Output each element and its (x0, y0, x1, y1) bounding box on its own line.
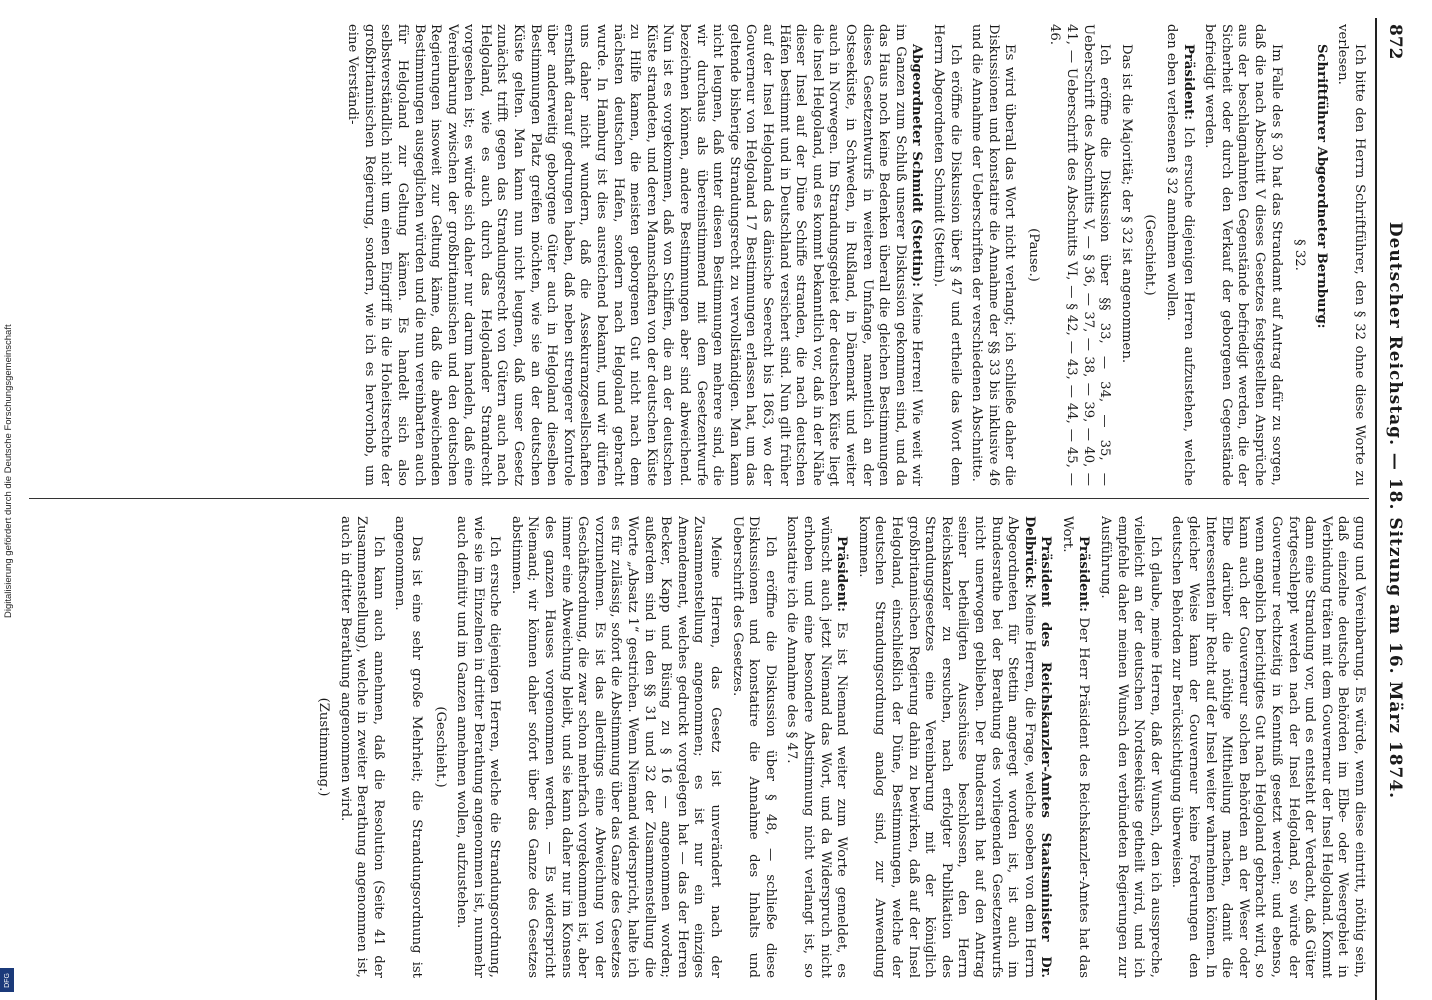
paragraph-text: Ich kann auch annehmen, daß die Resolution (Seite 41 der Zusammenstellung), welche in zweiter Berathung angenommen ist, auch in dritter Berathung angenommen wird. (337, 516, 386, 978)
page-number: 872 (1385, 24, 1405, 60)
speaker-name: Präsident des Reichskanzler-Amtes Staatsminister Dr. Delbrück: (1021, 516, 1054, 978)
paragraph (968, 24, 1018, 486)
paragraph (1117, 24, 1134, 486)
paragraph-text: Das ist die Majorität; der § 32 ist angenommen. (1118, 44, 1134, 364)
paragraph (1162, 24, 1195, 486)
speaker-name: Präsident: (1180, 44, 1196, 121)
paragraph-text: Meine Herren, das Gesetz ist unverändert nach der Zusammenstellung angenommen; es ist nur ein einziges Amendement, welches gedruckt vorgelegen hat — das der Herren Becker, Kapp und Büsing zu § 16 — angenommen worden; außerdem sind in den §§ 31 und 32 der Zusammenstellung die Worte „Absatz 1“ gestrichen. Wenn Niemand widerspricht, halte ich es für zulässig, sofort die Abstimmung über das Ganze des Gesetzes vorzunehmen. Es ist das allerdings eine Abweichung von der Geschäftsordnung, die zwar schon mehrfach vorgekommen ist, aber immer eine Abweichung bleibt, und sie kann daher nur im Konsens des ganzen Hauses vorgenommen werden. — Es widerspricht Niemand; wir können daher sofort über das Ganze des Gesetzes abstimmen. (508, 516, 724, 978)
dfg-logo (0, 968, 14, 992)
centered-line (314, 516, 331, 978)
paragraph (1046, 24, 1112, 486)
paragraph-text: Ich glaube, meine Herren, daß der Wunsch, den ich ausspreche, vielleicht an der deutschen Nordseeküste getheilt wird, und ich empfehle daher meinen Wunsch den verbündeten Regierungen zur Ausführung. (1098, 516, 1163, 978)
digitization-sidebar (1, 8, 13, 993)
paragraph-text: Ich eröffne die Diskussion über § 47 und ertheile das Wort dem Herrn Abgeordneten Schmidt (Stettin). (930, 24, 963, 486)
paragraph (783, 516, 849, 978)
speaker-name: Präsident: (834, 536, 850, 613)
paragraph-text: Das ist eine sehr große Mehrheit; die Strandungsordnung ist angenommen. (392, 516, 424, 978)
paragraph (344, 24, 925, 486)
paragraph (1334, 24, 1367, 486)
running-title: Deutscher Reichstag. — 18. Sitzung am 16. März 1874. (1385, 221, 1405, 800)
paragraph (728, 516, 778, 978)
paragraph-text: Meine Herren! Wie weit wir im Ganzen zum Schluß unserer Diskussion gekommen sind, und da das Haus noch keine Bedenken überall die gleichen Bestimmungen dieses Gesetzentwurfs in weiteren Umfange, namentlich an der Ostseeküste, in Schweden, in Rußland, in Dänemark und weiter auch in Norwegen. Im Strandungsgebiet der deutschen Küste liegt die Insel Helgoland, und es kommt bekanntlich vor, daß in der Nähe dieser Insel auf der Düne Schiffe stranden, die nach deutschen Häfen bestimmt und in Deutschland versichert sind. Nun gilt früher auf der Insel Helgoland das dänische Seerecht bis 1863, wo der Gouverneur von Helgoland 17 Bestimmungen erlassen hat, um das geltende bisherige Strandungsrecht zu vervollständigen. Man kann nicht leugnen, daß unter diesen Bestimmungen mehrere sind, die wir durchaus als übereinstimmend mit dem Gesetzentwurfe bezeichnen können, andere Bestimmungen aber sind abweichend. Nun ist es vorgekommen, daß von Schiffen, die an der deutschen Küste strandeten, und deren Mannschaften von der deutschen Küste zu Hilfe kamen, die meisten geborgenen Gut nicht nach dem nächsten deutschen Hafen, sondern nach Helgoland gebracht wurde. In Hamburg ist dies ausreichend bekannt, und wir dürfen uns daher nicht wundern, daß die Assekuranzgesellschaften ernsthaft darauf gedrungen haben, daß neben strengerer Kontrole über anderweitig geborgene Güter auch in Helgoland dieselben Bestimmungen Platz greifen möchten, wie sie an der deutschen Küste gelten. Man kann nun nicht leugnen, daß unser Gesetz zunächst trifft gegen das Strandungsrecht von Gütern auch nach Helgoland, wie es auch durch das Helgolander Strandrecht vorgesehen ist; es würde sich daher nur darum handeln, daß eine Vereinbarung zwischen der großbritannischen und den deutschen Regierungen insoweit zur Geltung käme, daß die abweichenden Bestimmungen ausgeglichen würden und die nun vereinbarten auch für Helgoland zur Geltung kämen. Es handelt sich also selbstverständlich nicht um einen Eingriff in die Hoheitsrechte der großbritannischen Regierung, sondern, wie ich es hervorhob, um eine Verständi- (345, 24, 925, 486)
digitization-note: Digitalisierung gefördert durch die Deutsche Forschungsgemeinschaft (3, 324, 14, 618)
speaker-name: Schriftführer Abgeordneter Bernburg: (1313, 44, 1329, 329)
paragraph (1312, 24, 1329, 486)
paragraph-text: (Geschieht.) (432, 706, 448, 788)
paragraph-text: Ich eröffne die Diskussion über § 48, — schließe diese Diskussionen und konstatire die Annahme des Inhalts und Ueberschrift des Gesetzes. (729, 516, 778, 978)
centered-line (1141, 24, 1158, 486)
paragraph-text: gung und Vereinbarung. Es würde, wenn diese eintritt, nöthig sein, daß einzelne deutsche Behörden im Elbe- oder Wesergebiet in Verbindung träten mit dem Gouverneur der Insel Helgoland. Kommt dann eine Strandung vor, und es entsteht der Verdacht, daß Güter fortgeschleppt werden nach der Insel Helgoland, so würde der Gouverneur rechtzeitig in Kenntniß gesetzt werden; und ebenso, wenn angeblich berichtigtes Gut nach Helgoland gebracht wird, so kann auch der Gouverneur solchen Behörden an der Weser oder Elbe darüber die nöthige Mittheilung machen, damit die Interessenten ihr Recht auf der Insel weiter wahrnehmen können. In gleicher Weise kann der Gouverneur keine Forderungen den deutschen Behörden zur Berücksichtigung überweisen. (1169, 516, 1367, 978)
paragraph (453, 516, 503, 978)
paragraph-text: Es wird überall das Wort nicht verlangt; ich schließe daher die Diskussionen und konstatire die Annahme der §§ 33 bis inklusive 46 und die Annahme der Ueberschriften der verschiedenen Abschnitte. (969, 24, 1018, 486)
running-header (1375, 18, 1407, 1000)
paragraph (391, 516, 424, 978)
left-text-column (37, 24, 1367, 486)
paragraph-text: Ich bitte den Herrn Schriftführer, den § 32 ohne diese Worte zu verlesen. (1335, 24, 1367, 486)
paragraph-text: Ich ersuche diejenigen Herren aufzustehen, welche den eben verlesenen § 32 annehmen wollen. (1164, 24, 1196, 486)
centered-line (1024, 24, 1041, 486)
paragraph (1201, 24, 1284, 486)
rotated-page-content (17, 18, 1407, 1000)
speaker-name: Präsident: (1076, 536, 1092, 613)
right-text-column (37, 516, 1367, 978)
dfg-logo-text: DFG (3, 972, 11, 988)
paragraph (929, 24, 962, 486)
paragraph (1097, 516, 1163, 978)
paragraph (336, 516, 386, 978)
paragraph-text: § 32. (1292, 239, 1308, 271)
paragraph (854, 516, 1053, 978)
paragraph-text: Ich eröffne die Diskussion über §§ 33, — 34, — 35, — Ueberschrift des Abschnitts V, — § 36, — 37, — 38, — 39, — 40, — 41, — Ueberschrift des Abschnitts VI, — § 42, — 43, — 44, — 45, — 46. (1047, 24, 1113, 486)
paragraph-text: Im Falle des § 30 hat das Strandamt auf Antrag dafür zu sorgen, daß die nach Abschnitt V dieses Gesetzes festgestellten Ansprüche aus der beschlagnahmten Gegenstände befriedigt werden, die der Sicherheit oder durch den Verkauf der geborgenen Gegenstände befriedigt werden. (1202, 24, 1284, 486)
speaker-name: Abgeordneter Schmidt (Stettin): (909, 44, 925, 287)
paragraph (507, 516, 723, 978)
paragraph (1168, 516, 1367, 978)
paragraph-text: (Pause.) (1025, 228, 1041, 282)
paragraph-text: (Zustimmung.) (315, 697, 331, 797)
paragraph (1058, 516, 1091, 978)
paragraph-text: Es ist Niemand weiter zum Worte gemeldet, es wünscht auch jetzt Niemand das Wort, und da Widerspruch nicht erhoben und eine besondere Abstimmung nicht verlangt ist, so konstatire ich die Annahme des § 47. (784, 516, 850, 978)
paragraph-text: Der Herr Präsident des Reichskanzler-Amtes hat das Wort. (1059, 516, 1092, 978)
paragraph-text: (Geschieht.) (1142, 214, 1158, 296)
column-divider (29, 498, 1369, 499)
centered-line (431, 516, 448, 978)
centered-line (1291, 24, 1308, 486)
paragraph-text: Meine Herren, die Frage, welche soeben von dem Herrn Abgeordneten für Stettin angeregt worden ist, ist auch im Bundesrathe bei der Berathung des vorliegenden Gesetzentwurfs nicht unerwogen geblieben. Der Bundesrath hat auf den Antrag seiner betheiligten Ausschüsse beschlossen, den Herrn Reichskanzler zu ersuchen, nach erfolgter Publikation des Strandungsgesetzes eine Vereinbarung mit der königlich großbritannischen Regierung dahin zu bewirken, daß auf der Insel Helgoland, einschließlich der Düne, Bestimmungen, welche der deutschen Strandungsordnung analog sind, zur Anwendung kommen. (855, 516, 1037, 978)
paragraph-text: Ich ersuche diejenigen Herren, welche die Strandungsordnung, wie sie im Einzelnen in dritter Berathung angenommen ist, nunmehr auch definitiv und im Ganzen annehmen wollen, aufzustehen. (454, 516, 503, 978)
